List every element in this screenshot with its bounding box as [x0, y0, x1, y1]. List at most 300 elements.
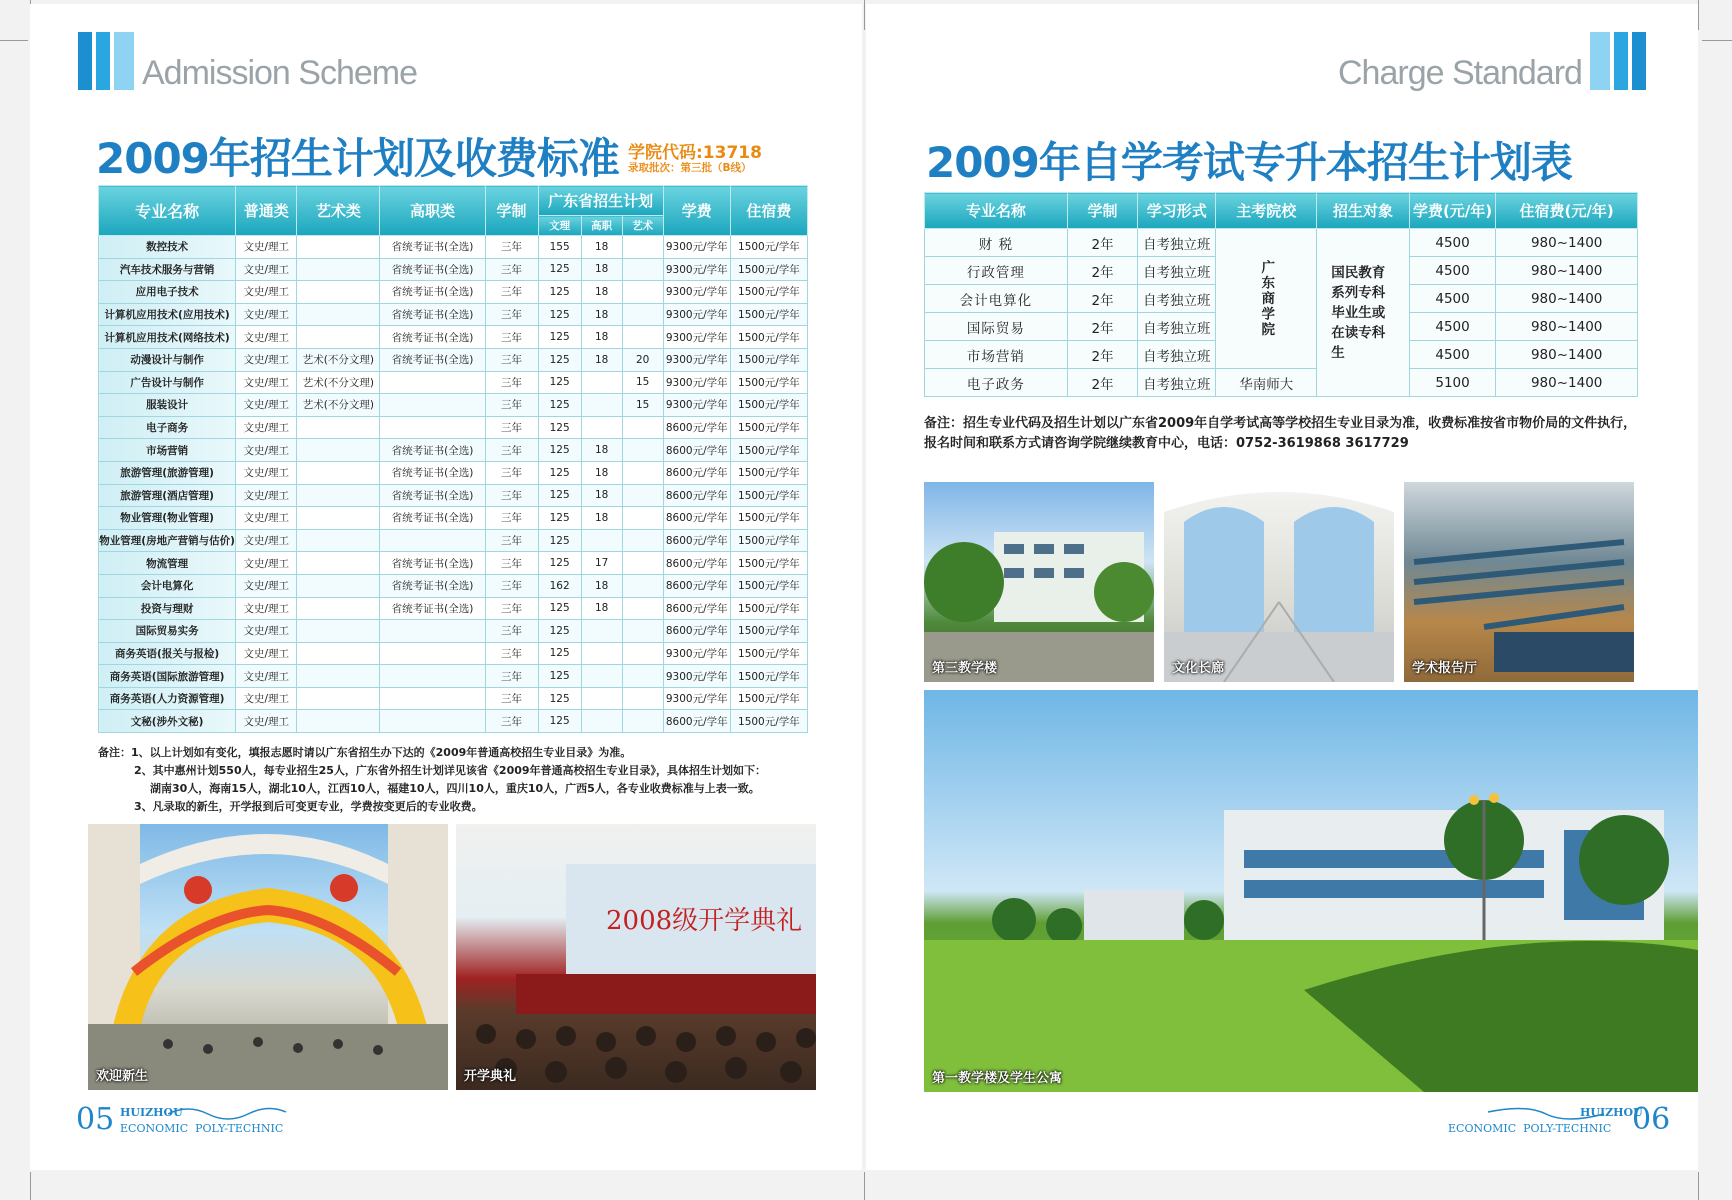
- col-header: 高职类: [380, 186, 485, 236]
- table-cell: 2年: [1067, 341, 1137, 369]
- photo-campus-image: [924, 690, 1698, 1092]
- table-cell: [297, 326, 380, 349]
- table-cell: [297, 574, 380, 597]
- table-cell: 三年: [485, 574, 538, 597]
- footer-line2: ECONOMIC POLY-TECHNIC: [120, 1122, 284, 1135]
- table-row: [99, 484, 808, 507]
- table-cell: 4500: [1409, 257, 1496, 285]
- table-cell: 文史/理工: [236, 529, 297, 552]
- table-cell: 自考独立班: [1138, 257, 1216, 285]
- table-cell: 省统考证书(全选): [380, 574, 485, 597]
- major-name: 财 税: [925, 229, 1068, 257]
- table-cell: [622, 642, 663, 665]
- table-cell: 三年: [485, 642, 538, 665]
- table-cell: [622, 529, 663, 552]
- table-cell: [380, 642, 485, 665]
- right-page: [866, 4, 1698, 1170]
- table-row: [99, 461, 808, 484]
- major-name: 投资与理财: [99, 597, 236, 620]
- table-cell: [297, 281, 380, 304]
- photo-ceremony-image: [456, 824, 816, 1090]
- table-cell: 省统考证书(全选): [380, 507, 485, 530]
- table-cell: 三年: [485, 258, 538, 281]
- table-cell: 8600元/学年: [663, 461, 730, 484]
- photo-caption: 第一教学楼及学生公寓: [932, 1071, 1063, 1086]
- table-cell: [297, 620, 380, 643]
- left-page: [30, 4, 862, 1170]
- table-cell: 三年: [485, 484, 538, 507]
- table-cell: [297, 236, 380, 259]
- major-name: 计算机应用技术(网络技术): [99, 326, 236, 349]
- table-cell: 9300元/学年: [663, 236, 730, 259]
- table-cell: 9300元/学年: [663, 258, 730, 281]
- table-cell: [297, 687, 380, 710]
- table-cell: 125: [538, 597, 581, 620]
- admission-table: [98, 185, 808, 733]
- table-cell: [297, 529, 380, 552]
- table-cell: 文史/理工: [236, 687, 297, 710]
- table-cell: 8600元/学年: [663, 529, 730, 552]
- photo-caption: 第三教学楼: [932, 661, 998, 676]
- table-cell: [380, 371, 485, 394]
- table-cell: 1500元/学年: [730, 529, 807, 552]
- table-cell: 省统考证书(全选): [380, 484, 485, 507]
- table-cell: 8600元/学年: [663, 597, 730, 620]
- table-cell: 980~1400: [1496, 257, 1638, 285]
- photo-caption: 学术报告厅: [1412, 661, 1478, 676]
- major-name: 旅游管理(旅游管理): [99, 461, 236, 484]
- major-name: 旅游管理(酒店管理): [99, 484, 236, 507]
- table-cell: 8600元/学年: [663, 416, 730, 439]
- table-cell: 980~1400: [1496, 313, 1638, 341]
- selfstudy-table: [924, 192, 1638, 397]
- table-cell: 1500元/学年: [730, 326, 807, 349]
- major-name: 会计电算化: [99, 574, 236, 597]
- table-cell: 162: [538, 574, 581, 597]
- crop-mark: [1702, 40, 1732, 41]
- table-cell: 2年: [1067, 229, 1137, 257]
- table-cell: 9300元/学年: [663, 303, 730, 326]
- table-cell: 125: [538, 552, 581, 575]
- table-cell: [380, 529, 485, 552]
- table-cell: [297, 439, 380, 462]
- table-row: [99, 236, 808, 259]
- major-name: 应用电子技术: [99, 281, 236, 304]
- table-cell: 1500元/学年: [730, 416, 807, 439]
- table-cell: [297, 416, 380, 439]
- exam-school-cell: 广东商学院: [1216, 229, 1317, 369]
- table-cell: [581, 394, 622, 417]
- table-cell: 艺术(不分文理): [297, 348, 380, 371]
- table-row: [925, 369, 1638, 397]
- table-cell: 自考独立班: [1138, 229, 1216, 257]
- table-cell: 省统考证书(全选): [380, 281, 485, 304]
- table-cell: 三年: [485, 281, 538, 304]
- major-name: 商务英语(人力资源管理): [99, 687, 236, 710]
- photo-caption: 欢迎新生: [96, 1069, 149, 1084]
- table-row: [99, 574, 808, 597]
- table-row: [99, 394, 808, 417]
- photo-ceremony: [456, 824, 816, 1090]
- table-cell: [581, 371, 622, 394]
- photo-welcome: [88, 824, 448, 1090]
- table-cell: 文史/理工: [236, 574, 297, 597]
- table-cell: 125: [538, 348, 581, 371]
- note: 备注：招生专业代码及招生计划以广东省2009年自学考试高等学校招生专业目录为准，收费标准按省市物价局的文件执行，报名时间和联系方式请咨询学院继续教育中心，电话：0752-3619868 3617729: [924, 416, 1637, 451]
- photo-welcome-image: [88, 824, 448, 1090]
- target-cell: 国民教育系列专科毕业生或在读专科生: [1317, 229, 1410, 397]
- major-name: 国际贸易: [925, 313, 1068, 341]
- table-cell: 15: [622, 371, 663, 394]
- major-name: 商务英语(国际旅游管理): [99, 665, 236, 688]
- table-cell: [380, 665, 485, 688]
- col-header: 普通类: [236, 186, 297, 236]
- table-cell: 三年: [485, 665, 538, 688]
- table-cell: [622, 258, 663, 281]
- table-cell: 2年: [1067, 285, 1137, 313]
- table-cell: 8600元/学年: [663, 620, 730, 643]
- major-name: 数控技术: [99, 236, 236, 259]
- major-name: 服装设计: [99, 394, 236, 417]
- table-cell: 8600元/学年: [663, 574, 730, 597]
- table-cell: [581, 416, 622, 439]
- photo-caption: 开学典礼: [464, 1069, 517, 1084]
- table-cell: [297, 461, 380, 484]
- table-cell: 125: [538, 461, 581, 484]
- table-cell: [380, 687, 485, 710]
- table-cell: [622, 574, 663, 597]
- header-title: Charge Standard: [1338, 54, 1582, 92]
- table-row: [99, 416, 808, 439]
- table-cell: 三年: [485, 461, 538, 484]
- table-cell: 文史/理工: [236, 665, 297, 688]
- table-cell: [581, 642, 622, 665]
- table-cell: 省统考证书(全选): [380, 552, 485, 575]
- table-cell: 文史/理工: [236, 620, 297, 643]
- table-cell: 文史/理工: [236, 258, 297, 281]
- table-cell: 1500元/学年: [730, 665, 807, 688]
- table-cell: 125: [538, 642, 581, 665]
- table-cell: 18: [581, 303, 622, 326]
- table-cell: 1500元/学年: [730, 484, 807, 507]
- table-cell: [622, 236, 663, 259]
- table-cell: 125: [538, 303, 581, 326]
- table-cell: 文史/理工: [236, 348, 297, 371]
- table-cell: 艺术(不分文理): [297, 394, 380, 417]
- table-cell: 1500元/学年: [730, 597, 807, 620]
- table-cell: [622, 303, 663, 326]
- major-name: 市场营销: [99, 439, 236, 462]
- header-bars: [1590, 32, 1650, 90]
- col-header: 住宿费(元/年): [1496, 193, 1638, 229]
- table-row: [99, 258, 808, 281]
- photo-building3: [924, 482, 1154, 682]
- photo-campus: [924, 690, 1698, 1092]
- major-name: 商务英语(报关与报检): [99, 642, 236, 665]
- table-cell: 125: [538, 484, 581, 507]
- table-row: [99, 371, 808, 394]
- table-cell: 三年: [485, 303, 538, 326]
- table-cell: 18: [581, 326, 622, 349]
- table-cell: 三年: [485, 710, 538, 733]
- table-cell: 三年: [485, 620, 538, 643]
- table-cell: 文史/理工: [236, 642, 297, 665]
- table-cell: 8600元/学年: [663, 507, 730, 530]
- table-cell: [380, 394, 485, 417]
- table-cell: [581, 620, 622, 643]
- table-cell: 省统考证书(全选): [380, 461, 485, 484]
- col-header: 主考院校: [1216, 193, 1317, 229]
- crop-mark: [30, 1172, 31, 1200]
- major-name: 物业管理(物业管理): [99, 507, 236, 530]
- crop-mark: [864, 0, 865, 30]
- table-cell: [622, 597, 663, 620]
- table-cell: 18: [581, 348, 622, 371]
- table-cell: [297, 303, 380, 326]
- table-cell: 1500元/学年: [730, 710, 807, 733]
- table-cell: 9300元/学年: [663, 371, 730, 394]
- table-cell: [297, 710, 380, 733]
- table-cell: 125: [538, 326, 581, 349]
- note-line: 2、其中惠州计划550人，每专业招生25人，广东省外招生计划详见该省《2009年普通高校招生专业目录》，具体招生计划如下：: [134, 764, 767, 777]
- table-cell: 文史/理工: [236, 416, 297, 439]
- table-cell: [622, 552, 663, 575]
- table-cell: 18: [581, 236, 622, 259]
- table-cell: 1500元/学年: [730, 687, 807, 710]
- table-cell: 980~1400: [1496, 369, 1638, 397]
- table-cell: 125: [538, 665, 581, 688]
- table-row: [99, 597, 808, 620]
- table-cell: [297, 552, 380, 575]
- table-cell: 125: [538, 439, 581, 462]
- table-cell: 125: [538, 620, 581, 643]
- table-cell: 1500元/学年: [730, 620, 807, 643]
- table-cell: 18: [581, 484, 622, 507]
- photo-corridor-image: [1164, 482, 1394, 682]
- table-cell: 三年: [485, 236, 538, 259]
- table-cell: 18: [581, 597, 622, 620]
- table-cell: [622, 439, 663, 462]
- table-cell: 文史/理工: [236, 236, 297, 259]
- table-cell: 4500: [1409, 341, 1496, 369]
- table-cell: 18: [581, 439, 622, 462]
- college-code: 学院代码:13718: [628, 143, 762, 163]
- major-name: 电子商务: [99, 416, 236, 439]
- note-line: 3、凡录取的新生，开学报到后可变更专业，学费按变更后的专业收费。: [134, 800, 483, 813]
- table-cell: 文史/理工: [236, 303, 297, 326]
- table-cell: 8600元/学年: [663, 710, 730, 733]
- table-cell: 1500元/学年: [730, 236, 807, 259]
- major-name: 广告设计与制作: [99, 371, 236, 394]
- table-cell: [622, 710, 663, 733]
- col-header: 学制: [1067, 193, 1137, 229]
- table-cell: [622, 620, 663, 643]
- table-cell: [297, 642, 380, 665]
- col-header: 招生对象: [1317, 193, 1410, 229]
- table-cell: 18: [581, 461, 622, 484]
- table-cell: 省统考证书(全选): [380, 258, 485, 281]
- crop-mark: [1698, 0, 1699, 30]
- table-cell: 1500元/学年: [730, 348, 807, 371]
- table-cell: 文史/理工: [236, 461, 297, 484]
- table-cell: 1500元/学年: [730, 507, 807, 530]
- table-row: [99, 665, 808, 688]
- table-cell: 文史/理工: [236, 439, 297, 462]
- table-cell: 980~1400: [1496, 285, 1638, 313]
- table-cell: [622, 665, 663, 688]
- col-header: 广东省招生计划: [538, 186, 663, 216]
- col-header: 专业名称: [925, 193, 1068, 229]
- table-cell: 17: [581, 552, 622, 575]
- table-cell: 文史/理工: [236, 326, 297, 349]
- table-cell: 2年: [1067, 369, 1137, 397]
- table-cell: 文史/理工: [236, 710, 297, 733]
- header-title: Admission Scheme: [142, 54, 418, 92]
- table-cell: 9300元/学年: [663, 642, 730, 665]
- table-cell: 自考独立班: [1138, 313, 1216, 341]
- table-cell: 省统考证书(全选): [380, 303, 485, 326]
- footer-line1: HUIZHOU: [120, 1106, 183, 1119]
- table-cell: 艺术(不分文理): [297, 371, 380, 394]
- col-header: 学费: [663, 186, 730, 236]
- major-name: 市场营销: [925, 341, 1068, 369]
- table-cell: 三年: [485, 597, 538, 620]
- table-cell: 文史/理工: [236, 507, 297, 530]
- table-cell: [581, 529, 622, 552]
- table-cell: [297, 258, 380, 281]
- table-cell: 4500: [1409, 313, 1496, 341]
- table-cell: 9300元/学年: [663, 281, 730, 304]
- table-cell: 省统考证书(全选): [380, 326, 485, 349]
- col-header: 专业名称: [99, 186, 236, 236]
- photo-corridor: [1164, 482, 1394, 682]
- page-title: 2009年招生计划及收费标准: [96, 134, 619, 183]
- table-cell: [297, 484, 380, 507]
- major-name: 汽车技术服务与营销: [99, 258, 236, 281]
- table-cell: [622, 281, 663, 304]
- col-header: 住宿费: [730, 186, 807, 236]
- table-cell: [622, 326, 663, 349]
- table-row: [99, 552, 808, 575]
- col-header: 艺术类: [297, 186, 380, 236]
- page-title: 2009年自学考试专升本招生计划表: [926, 138, 1572, 187]
- table-cell: 三年: [485, 394, 538, 417]
- table-cell: [581, 710, 622, 733]
- table-row: [99, 620, 808, 643]
- table-cell: [622, 484, 663, 507]
- table-cell: 125: [538, 507, 581, 530]
- major-name: 文秘(涉外文秘): [99, 710, 236, 733]
- table-cell: 9300元/学年: [663, 326, 730, 349]
- table-cell: [581, 665, 622, 688]
- table-cell: [380, 416, 485, 439]
- table-cell: 15: [622, 394, 663, 417]
- table-cell: 125: [538, 371, 581, 394]
- table-cell: [622, 507, 663, 530]
- header-bars: [78, 32, 138, 90]
- table-cell: 文史/理工: [236, 597, 297, 620]
- footer-line2: ECONOMIC POLY-TECHNIC: [1448, 1122, 1612, 1135]
- table-cell: 2年: [1067, 257, 1137, 285]
- table-cell: [380, 620, 485, 643]
- table-cell: 三年: [485, 529, 538, 552]
- table-cell: 18: [581, 574, 622, 597]
- table-cell: 125: [538, 394, 581, 417]
- col-header: 学习形式: [1138, 193, 1216, 229]
- table-cell: [380, 710, 485, 733]
- table-cell: 125: [538, 687, 581, 710]
- note-line: 备注：1、以上计划如有变化，填报志愿时请以广东省招生办下达的《2009年普通高校招生专业目录》为准。: [98, 746, 632, 759]
- table-cell: 文史/理工: [236, 371, 297, 394]
- table-cell: 125: [538, 416, 581, 439]
- table-cell: 文史/理工: [236, 484, 297, 507]
- table-cell: [622, 687, 663, 710]
- table-cell: [297, 507, 380, 530]
- table-row: [99, 710, 808, 733]
- table-row: [99, 687, 808, 710]
- table-row: [99, 642, 808, 665]
- table-cell: 1500元/学年: [730, 258, 807, 281]
- table-cell: 文史/理工: [236, 552, 297, 575]
- table-cell: 20: [622, 348, 663, 371]
- table-cell: 8600元/学年: [663, 439, 730, 462]
- photo-caption: 文化长廊: [1172, 661, 1225, 676]
- table-cell: 8600元/学年: [663, 484, 730, 507]
- table-cell: [581, 687, 622, 710]
- footer-line1: HUIZHOU: [1580, 1106, 1643, 1119]
- crop-mark: [864, 1172, 865, 1200]
- table-cell: 1500元/学年: [730, 394, 807, 417]
- crop-mark: [0, 40, 28, 41]
- table-row: [99, 326, 808, 349]
- table-cell: 三年: [485, 348, 538, 371]
- table-cell: 1500元/学年: [730, 281, 807, 304]
- table-cell: [622, 461, 663, 484]
- table-cell: 省统考证书(全选): [380, 348, 485, 371]
- table-cell: 1500元/学年: [730, 303, 807, 326]
- table-cell: 18: [581, 507, 622, 530]
- table-cell: 三年: [485, 326, 538, 349]
- table-row: [99, 439, 808, 462]
- table-cell: 三年: [485, 687, 538, 710]
- table-cell: 1500元/学年: [730, 439, 807, 462]
- major-name: 行政管理: [925, 257, 1068, 285]
- table-cell: 1500元/学年: [730, 552, 807, 575]
- major-name: 物业管理(房地产营销与估价): [99, 529, 236, 552]
- table-cell: 125: [538, 258, 581, 281]
- photo-lecture-hall-image: [1404, 482, 1634, 682]
- table-row: [925, 229, 1638, 257]
- table-cell: 省统考证书(全选): [380, 597, 485, 620]
- admission-batch: 录取批次：第三批（B线）: [628, 162, 752, 174]
- table-cell: 980~1400: [1496, 229, 1638, 257]
- page-number: 06: [1632, 1102, 1671, 1137]
- table-cell: 1500元/学年: [730, 461, 807, 484]
- table-row: [99, 303, 808, 326]
- table-cell: 省统考证书(全选): [380, 236, 485, 259]
- table-row: [99, 507, 808, 530]
- table-cell: [297, 665, 380, 688]
- major-name: 会计电算化: [925, 285, 1068, 313]
- table-cell: 9300元/学年: [663, 687, 730, 710]
- table-cell: 9300元/学年: [663, 394, 730, 417]
- page-number: 05: [76, 1102, 115, 1137]
- major-name: 动漫设计与制作: [99, 348, 236, 371]
- notes: [98, 744, 838, 816]
- table-cell: 1500元/学年: [730, 371, 807, 394]
- crop-mark: [1698, 1172, 1699, 1200]
- table-cell: 1500元/学年: [730, 574, 807, 597]
